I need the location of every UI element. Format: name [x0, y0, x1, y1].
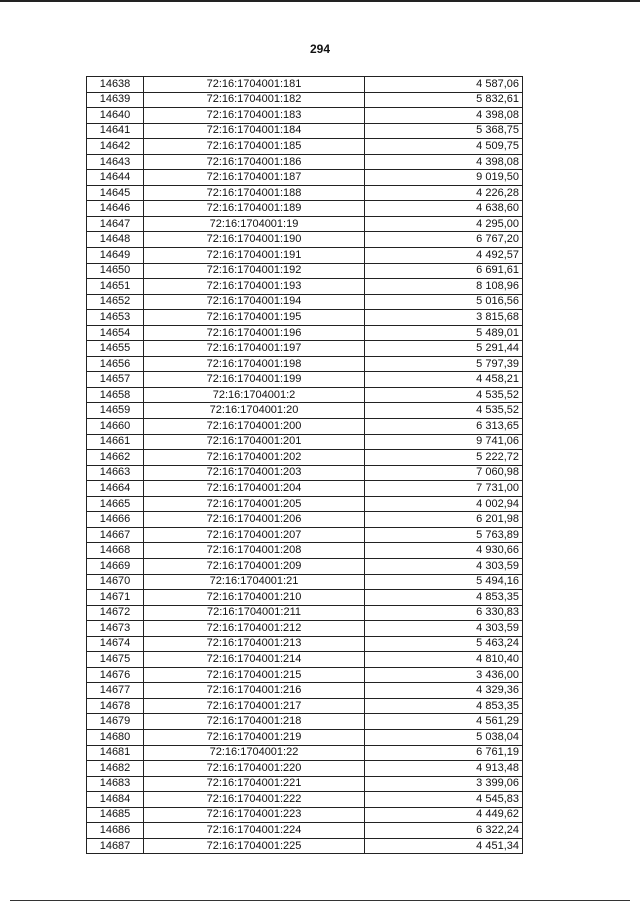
cadastral-number-cell: 72:16:1704001:206: [144, 512, 365, 528]
row-number-cell: 14659: [87, 403, 144, 419]
row-number-cell: 14673: [87, 621, 144, 637]
cadastral-number-cell: 72:16:1704001:209: [144, 558, 365, 574]
value-cell: 6 767,20: [365, 232, 523, 248]
value-cell: 4 329,36: [365, 683, 523, 699]
table-row: [87, 729, 523, 745]
row-number-cell: 14684: [87, 792, 144, 808]
value-cell: 4 002,94: [365, 496, 523, 512]
cadastral-number-cell: 72:16:1704001:200: [144, 419, 365, 435]
cadastral-number-cell: 72:16:1704001:205: [144, 496, 365, 512]
value-cell: 4 853,35: [365, 590, 523, 606]
value-cell: 4 398,08: [365, 108, 523, 124]
top-border-line: [0, 0, 640, 2]
row-number-cell: 14653: [87, 310, 144, 326]
row-number-cell: 14670: [87, 574, 144, 590]
table-row: [87, 139, 523, 155]
row-number-cell: 14654: [87, 325, 144, 341]
table-row: [87, 294, 523, 310]
table-row: [87, 823, 523, 839]
cadastral-number-cell: 72:16:1704001:22: [144, 745, 365, 761]
value-cell: 8 108,96: [365, 279, 523, 295]
row-number-cell: 14676: [87, 667, 144, 683]
cadastral-number-cell: 72:16:1704001:193: [144, 279, 365, 295]
row-number-cell: 14650: [87, 263, 144, 279]
row-number-cell: 14642: [87, 139, 144, 155]
table-row: [87, 683, 523, 699]
cadastral-number-cell: 72:16:1704001:20: [144, 403, 365, 419]
row-number-cell: 14686: [87, 823, 144, 839]
value-cell: 4 913,48: [365, 761, 523, 777]
value-cell: 4 398,08: [365, 154, 523, 170]
cadastral-number-cell: 72:16:1704001:223: [144, 807, 365, 823]
table-row: [87, 481, 523, 497]
row-number-cell: 14648: [87, 232, 144, 248]
row-number-cell: 14685: [87, 807, 144, 823]
row-number-cell: 14680: [87, 729, 144, 745]
cadastral-number-cell: 72:16:1704001:195: [144, 310, 365, 326]
value-cell: 4 449,62: [365, 807, 523, 823]
cadastral-number-cell: 72:16:1704001:2: [144, 387, 365, 403]
cadastral-number-cell: 72:16:1704001:208: [144, 543, 365, 559]
value-cell: 4 303,59: [365, 621, 523, 637]
row-number-cell: 14640: [87, 108, 144, 124]
cadastral-number-cell: 72:16:1704001:191: [144, 248, 365, 264]
value-cell: 6 761,19: [365, 745, 523, 761]
value-cell: 4 561,29: [365, 714, 523, 730]
table-row: [87, 652, 523, 668]
row-number-cell: 14687: [87, 838, 144, 854]
value-cell: 4 587,06: [365, 77, 523, 93]
value-cell: 4 509,75: [365, 139, 523, 155]
cadastral-number-cell: 72:16:1704001:182: [144, 92, 365, 108]
table-row: [87, 465, 523, 481]
table-row: [87, 714, 523, 730]
cadastral-number-cell: 72:16:1704001:187: [144, 170, 365, 186]
table-row: [87, 419, 523, 435]
table-row: [87, 154, 523, 170]
table-row: [87, 527, 523, 543]
value-cell: 3 436,00: [365, 667, 523, 683]
table-row: [87, 574, 523, 590]
table-row: [87, 621, 523, 637]
row-number-cell: 14669: [87, 558, 144, 574]
table-row: [87, 667, 523, 683]
row-number-cell: 14682: [87, 761, 144, 777]
table-row: [87, 216, 523, 232]
table-row: [87, 387, 523, 403]
table-row: [87, 77, 523, 93]
cadastral-number-cell: 72:16:1704001:213: [144, 636, 365, 652]
value-cell: 6 691,61: [365, 263, 523, 279]
value-cell: 5 291,44: [365, 341, 523, 357]
value-cell: 5 797,39: [365, 356, 523, 372]
row-number-cell: 14674: [87, 636, 144, 652]
row-number-cell: 14661: [87, 434, 144, 450]
bottom-border-line: [10, 900, 630, 901]
table-row: [87, 185, 523, 201]
table-row: [87, 838, 523, 854]
table-row: [87, 698, 523, 714]
cadastral-number-cell: 72:16:1704001:184: [144, 123, 365, 139]
cadastral-number-cell: 72:16:1704001:222: [144, 792, 365, 808]
row-number-cell: 14678: [87, 698, 144, 714]
cadastral-number-cell: 72:16:1704001:218: [144, 714, 365, 730]
cadastral-number-cell: 72:16:1704001:188: [144, 185, 365, 201]
value-cell: 3 815,68: [365, 310, 523, 326]
cadastral-number-cell: 72:16:1704001:215: [144, 667, 365, 683]
table-row: [87, 341, 523, 357]
value-cell: 5 016,56: [365, 294, 523, 310]
row-number-cell: 14666: [87, 512, 144, 528]
row-number-cell: 14651: [87, 279, 144, 295]
row-number-cell: 14641: [87, 123, 144, 139]
cadastral-number-cell: 72:16:1704001:202: [144, 450, 365, 466]
table-row: [87, 108, 523, 124]
cadastral-number-cell: 72:16:1704001:21: [144, 574, 365, 590]
value-cell: 4 492,57: [365, 248, 523, 264]
row-number-cell: 14677: [87, 683, 144, 699]
value-cell: 5 494,16: [365, 574, 523, 590]
cadastral-number-cell: 72:16:1704001:203: [144, 465, 365, 481]
value-cell: 5 489,01: [365, 325, 523, 341]
row-number-cell: 14675: [87, 652, 144, 668]
table-row: [87, 403, 523, 419]
value-cell: 6 330,83: [365, 605, 523, 621]
table-row: [87, 590, 523, 606]
table-row: [87, 372, 523, 388]
row-number-cell: 14671: [87, 590, 144, 606]
value-cell: 4 451,34: [365, 838, 523, 854]
cadastral-number-cell: 72:16:1704001:189: [144, 201, 365, 217]
table-row: [87, 92, 523, 108]
value-cell: 5 368,75: [365, 123, 523, 139]
table-row: [87, 761, 523, 777]
cadastral-number-cell: 72:16:1704001:199: [144, 372, 365, 388]
value-cell: 4 226,28: [365, 185, 523, 201]
row-number-cell: 14679: [87, 714, 144, 730]
row-number-cell: 14657: [87, 372, 144, 388]
row-number-cell: 14667: [87, 527, 144, 543]
table-row: [87, 279, 523, 295]
cadastral-number-cell: 72:16:1704001:216: [144, 683, 365, 699]
value-cell: 5 222,72: [365, 450, 523, 466]
row-number-cell: 14664: [87, 481, 144, 497]
value-cell: 3 399,06: [365, 776, 523, 792]
row-number-cell: 14647: [87, 216, 144, 232]
value-cell: 4 930,66: [365, 543, 523, 559]
row-number-cell: 14672: [87, 605, 144, 621]
cadastral-number-cell: 72:16:1704001:220: [144, 761, 365, 777]
cadastral-number-cell: 72:16:1704001:207: [144, 527, 365, 543]
value-cell: 6 313,65: [365, 419, 523, 435]
row-number-cell: 14649: [87, 248, 144, 264]
table-row: [87, 636, 523, 652]
cadastral-number-cell: 72:16:1704001:19: [144, 216, 365, 232]
value-cell: 7 731,00: [365, 481, 523, 497]
table-row: [87, 605, 523, 621]
value-cell: 9 741,06: [365, 434, 523, 450]
row-number-cell: 14639: [87, 92, 144, 108]
row-number-cell: 14662: [87, 450, 144, 466]
cadastral-number-cell: 72:16:1704001:217: [144, 698, 365, 714]
row-number-cell: 14655: [87, 341, 144, 357]
table-body: [87, 77, 523, 854]
value-cell: 4 303,59: [365, 558, 523, 574]
cadastral-number-cell: 72:16:1704001:214: [144, 652, 365, 668]
row-number-cell: 14646: [87, 201, 144, 217]
row-number-cell: 14658: [87, 387, 144, 403]
cadastral-value-table: [86, 76, 523, 854]
table-row: [87, 434, 523, 450]
cadastral-number-cell: 72:16:1704001:198: [144, 356, 365, 372]
table-row: [87, 201, 523, 217]
cadastral-number-cell: 72:16:1704001:221: [144, 776, 365, 792]
value-cell: 4 535,52: [365, 403, 523, 419]
row-number-cell: 14656: [87, 356, 144, 372]
value-cell: 4 810,40: [365, 652, 523, 668]
cadastral-number-cell: 72:16:1704001:204: [144, 481, 365, 497]
table-row: [87, 496, 523, 512]
cadastral-number-cell: 72:16:1704001:210: [144, 590, 365, 606]
table-row: [87, 170, 523, 186]
table-row: [87, 123, 523, 139]
cadastral-number-cell: 72:16:1704001:194: [144, 294, 365, 310]
value-cell: 4 535,52: [365, 387, 523, 403]
table-row: [87, 512, 523, 528]
table-row: [87, 263, 523, 279]
value-cell: 7 060,98: [365, 465, 523, 481]
cadastral-number-cell: 72:16:1704001:181: [144, 77, 365, 93]
row-number-cell: 14638: [87, 77, 144, 93]
cadastral-number-cell: 72:16:1704001:212: [144, 621, 365, 637]
table-row: [87, 325, 523, 341]
row-number-cell: 14665: [87, 496, 144, 512]
table-row: [87, 745, 523, 761]
value-cell: 9 019,50: [365, 170, 523, 186]
table-row: [87, 310, 523, 326]
value-cell: 4 458,21: [365, 372, 523, 388]
row-number-cell: 14663: [87, 465, 144, 481]
table-row: [87, 558, 523, 574]
table-row: [87, 232, 523, 248]
value-cell: 4 853,35: [365, 698, 523, 714]
cadastral-number-cell: 72:16:1704001:219: [144, 729, 365, 745]
cadastral-number-cell: 72:16:1704001:192: [144, 263, 365, 279]
cadastral-number-cell: 72:16:1704001:190: [144, 232, 365, 248]
table-row: [87, 792, 523, 808]
value-cell: 5 463,24: [365, 636, 523, 652]
row-number-cell: 14643: [87, 154, 144, 170]
table-row: [87, 356, 523, 372]
row-number-cell: 14645: [87, 185, 144, 201]
cadastral-number-cell: 72:16:1704001:186: [144, 154, 365, 170]
row-number-cell: 14644: [87, 170, 144, 186]
value-cell: 6 322,24: [365, 823, 523, 839]
value-cell: 4 638,60: [365, 201, 523, 217]
cadastral-number-cell: 72:16:1704001:225: [144, 838, 365, 854]
table-row: [87, 543, 523, 559]
value-cell: 4 545,83: [365, 792, 523, 808]
cadastral-number-cell: 72:16:1704001:196: [144, 325, 365, 341]
page-number: 294: [309, 42, 331, 56]
cadastral-number-cell: 72:16:1704001:211: [144, 605, 365, 621]
value-cell: 5 763,89: [365, 527, 523, 543]
table-row: [87, 248, 523, 264]
row-number-cell: 14660: [87, 419, 144, 435]
cadastral-number-cell: 72:16:1704001:201: [144, 434, 365, 450]
cadastral-number-cell: 72:16:1704001:185: [144, 139, 365, 155]
table-row: [87, 450, 523, 466]
cadastral-number-cell: 72:16:1704001:183: [144, 108, 365, 124]
cadastral-number-cell: 72:16:1704001:224: [144, 823, 365, 839]
value-cell: 5 832,61: [365, 92, 523, 108]
cadastral-number-cell: 72:16:1704001:197: [144, 341, 365, 357]
row-number-cell: 14652: [87, 294, 144, 310]
value-cell: 5 038,04: [365, 729, 523, 745]
table-row: [87, 776, 523, 792]
value-cell: 4 295,00: [365, 216, 523, 232]
row-number-cell: 14683: [87, 776, 144, 792]
row-number-cell: 14668: [87, 543, 144, 559]
value-cell: 6 201,98: [365, 512, 523, 528]
table-row: [87, 807, 523, 823]
row-number-cell: 14681: [87, 745, 144, 761]
